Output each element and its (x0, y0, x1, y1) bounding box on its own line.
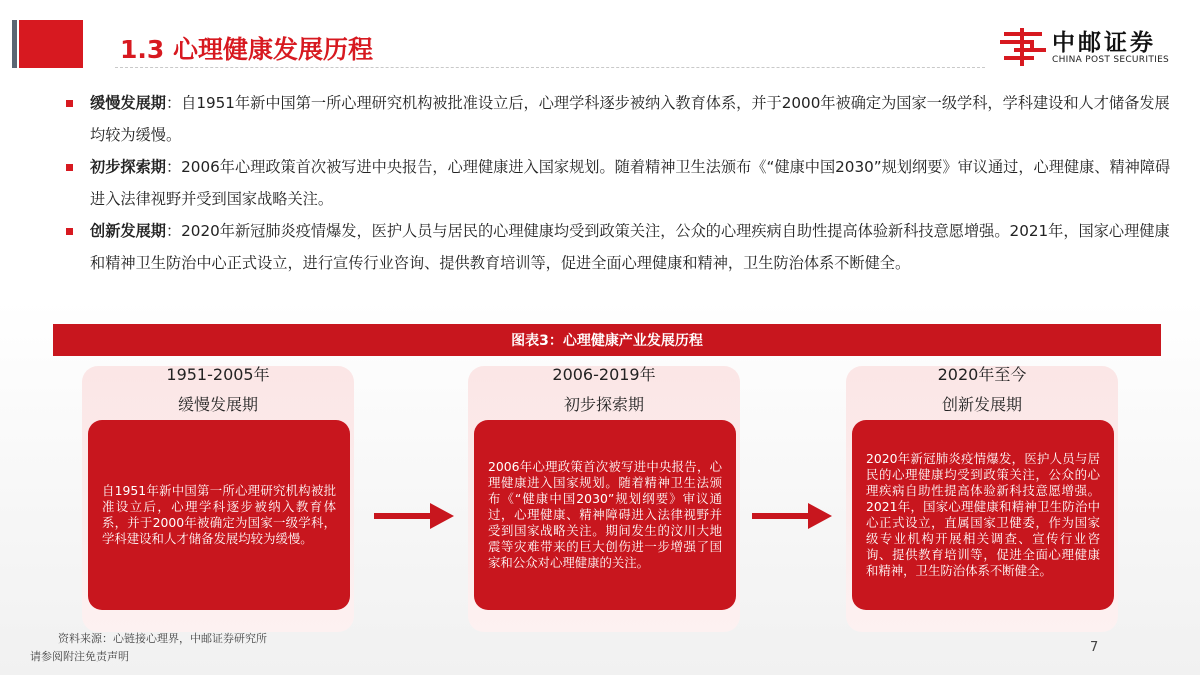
bullet-square-icon (66, 164, 73, 171)
bullet-item (66, 88, 1176, 151)
stage-card-3 (852, 420, 1114, 610)
stage-card-1 (88, 420, 350, 610)
header-divider (115, 67, 985, 68)
disclaimer-note: 请参阅附注免责声明 (30, 650, 129, 663)
stage-period-3: 2020年至今 (937, 365, 1027, 384)
brand-logo (1000, 24, 1190, 70)
bullet-text: ：2020年新冠肺炎疫情爆发，医护人员与居民的心理健康均受到政策关注，公众的心理疾病自助性提高体验新科技意愿增强。2021年，国家心理健康和精神卫生防治中心正式设立，进行宣传行业咨询、提供教育培训等，促进全面心理健康和精神，卫生防治体系不断健全。 (90, 222, 1170, 272)
bullet-list (66, 88, 1176, 280)
logo-english-text: CHINA POST SECURITIES (1052, 55, 1170, 65)
source-note: 资料来源：心链接心理界，中邮证券研究所 (58, 632, 267, 645)
stage-desc-1: 自1951年新中国第一所心理研究机构被批准设立后，心理学科逐步被纳入教育体系，并于2000年被确定为国家一级学科，学科建设和人才储备发展均较为缓慢。 (102, 483, 336, 546)
figure-title-bar: 图表3：心理健康产业发展历程 (53, 324, 1161, 356)
bullet-square-icon (66, 228, 73, 235)
page-number: 7 (1090, 640, 1099, 655)
china-post-logo-icon (1000, 26, 1046, 68)
bullet-text: ：2006年心理政策首次被写进中央报告，心理健康进入国家规划。随着精神卫生法颁布《“健康中国2030”规划纲要》审议通过，心理健康、精神障碍进入法律视野并受到国家战略关注。 (90, 158, 1171, 208)
stage-name-3: 创新发展期 (941, 395, 1022, 414)
stage-desc-3: 2020年新冠肺炎疫情爆发，医护人员与居民的心理健康均受到政策关注，公众的心理疾病自助性提高体验新科技意愿增强。2021年，国家心理健康和精神卫生防治中心正式设立，直属国家卫健委，作为国家级专业机构开展相关调查、宣传行业咨询、提供教育培训等，促进全面心理健康和精神，卫生防治体系不断健全。 (866, 451, 1100, 578)
stage-period-1: 1951-2005年 (166, 365, 270, 384)
stage-name-2: 初步探索期 (563, 395, 644, 414)
logo-chinese-text: 中邮证券 (1052, 30, 1156, 56)
header-accent-red (19, 20, 83, 68)
right-arrow-icon (752, 503, 832, 529)
stage-card-2 (474, 420, 736, 610)
bullet-label: 创新发展期 (90, 222, 166, 240)
bullet-label: 初步探索期 (90, 158, 166, 176)
stage-period-2: 2006-2019年 (552, 365, 656, 384)
stage-name-1: 缓慢发展期 (177, 395, 258, 414)
bullet-item (66, 216, 1176, 279)
right-arrow-icon (374, 503, 454, 529)
stage-desc-2: 2006年心理政策首次被写进中央报告，心理健康进入国家规划。随着精神卫生法颁布《“健康中国2030”规划纲要》审议通过，心理健康、精神障碍进入法律视野并受到国家战略关注。期间发生的汶川大地震等灾难带来的巨大创伤进一步增强了国家和公众对心理健康的关注。 (488, 459, 722, 570)
bullet-text: ：自1951年新中国第一所心理研究机构被批准设立后，心理学科逐步被纳入教育体系，并于2000年被确定为国家一级学科，学科建设和人才储备发展均较为缓慢。 (90, 94, 1170, 144)
bullet-item (66, 152, 1176, 215)
header-accent-dark (12, 20, 17, 68)
bullet-label: 缓慢发展期 (90, 94, 166, 112)
bullet-square-icon (66, 100, 73, 107)
page-title: 1.3 心理健康发展历程 (120, 35, 373, 64)
